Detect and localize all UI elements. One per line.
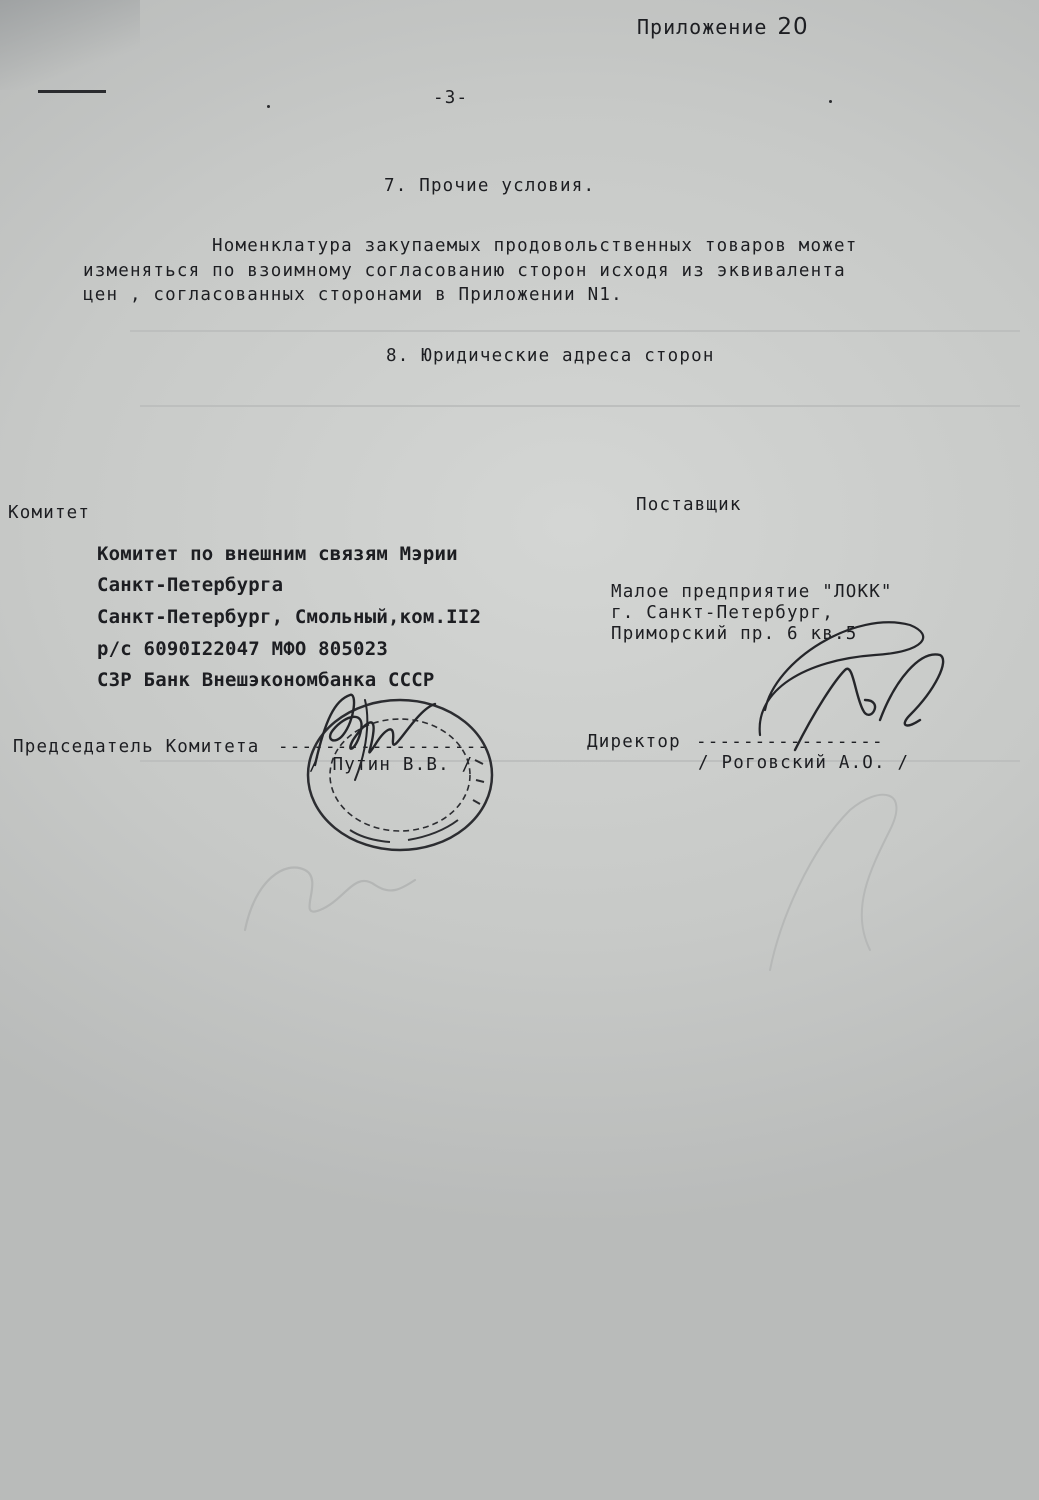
supplier-address-line: Малое предприятие "ЛОКК" <box>611 582 893 602</box>
show-through-signature-icon <box>740 770 940 990</box>
section7-heading: 7. Прочие условия. <box>384 176 596 196</box>
supplier-address-line: Приморский пр. 6 кв.5 <box>611 624 858 644</box>
committee-stamp-line: Комитет по внешним связям Мэрии <box>97 543 458 565</box>
annex-label <box>637 14 809 40</box>
header-dash <box>38 90 106 93</box>
page-number: -3- <box>433 88 469 108</box>
show-through-signature-icon <box>225 830 425 950</box>
page-corner-shadow <box>0 0 140 90</box>
show-through-rule <box>140 405 1020 407</box>
committee-stamp-line: СЗР Банк Внешэкономбанка СССР <box>97 669 435 691</box>
committee-stamp-line: Санкт-Петербург, Смольный,ком.II2 <box>97 606 482 628</box>
show-through-rule <box>130 330 1020 332</box>
header-dot <box>829 100 832 103</box>
committee-signer-name: / Путин В.В. / <box>309 755 474 775</box>
header-dot <box>267 105 270 108</box>
round-seal-icon <box>290 690 505 860</box>
committee-stamp-line: р/с 6090I22047 МФО 805023 <box>97 638 388 660</box>
section7-paragraph-line: изменяться по взоимному согласованию сторон исходя из эквивалента <box>83 261 846 281</box>
committee-signer-title: Председатель Комитета <box>13 737 260 757</box>
committee-signature-line: ------------------ <box>278 737 490 757</box>
committee-stamp-line: Санкт-Петербурга <box>97 574 284 596</box>
annex-number: 20 <box>777 14 809 40</box>
section7-paragraph-line: Номенклатура закупаемых продовольственных товаров может <box>212 236 858 256</box>
committee-label: Комитет <box>8 503 91 523</box>
annex-word: Приложение <box>637 15 768 39</box>
section8-heading: 8. Юридические адреса сторон <box>386 346 715 366</box>
supplier-address-line: г. Санкт-Петербург, <box>611 603 834 623</box>
supplier-signature-line: ---------------- <box>696 732 884 752</box>
supplier-signer-title: Директор <box>587 732 681 752</box>
supplier-signer-name: / Роговский А.О. / <box>698 753 910 773</box>
section7-paragraph-line: цен , согласованных сторонами в Приложении N1. <box>83 285 623 305</box>
supplier-label: Поставщик <box>636 495 742 515</box>
